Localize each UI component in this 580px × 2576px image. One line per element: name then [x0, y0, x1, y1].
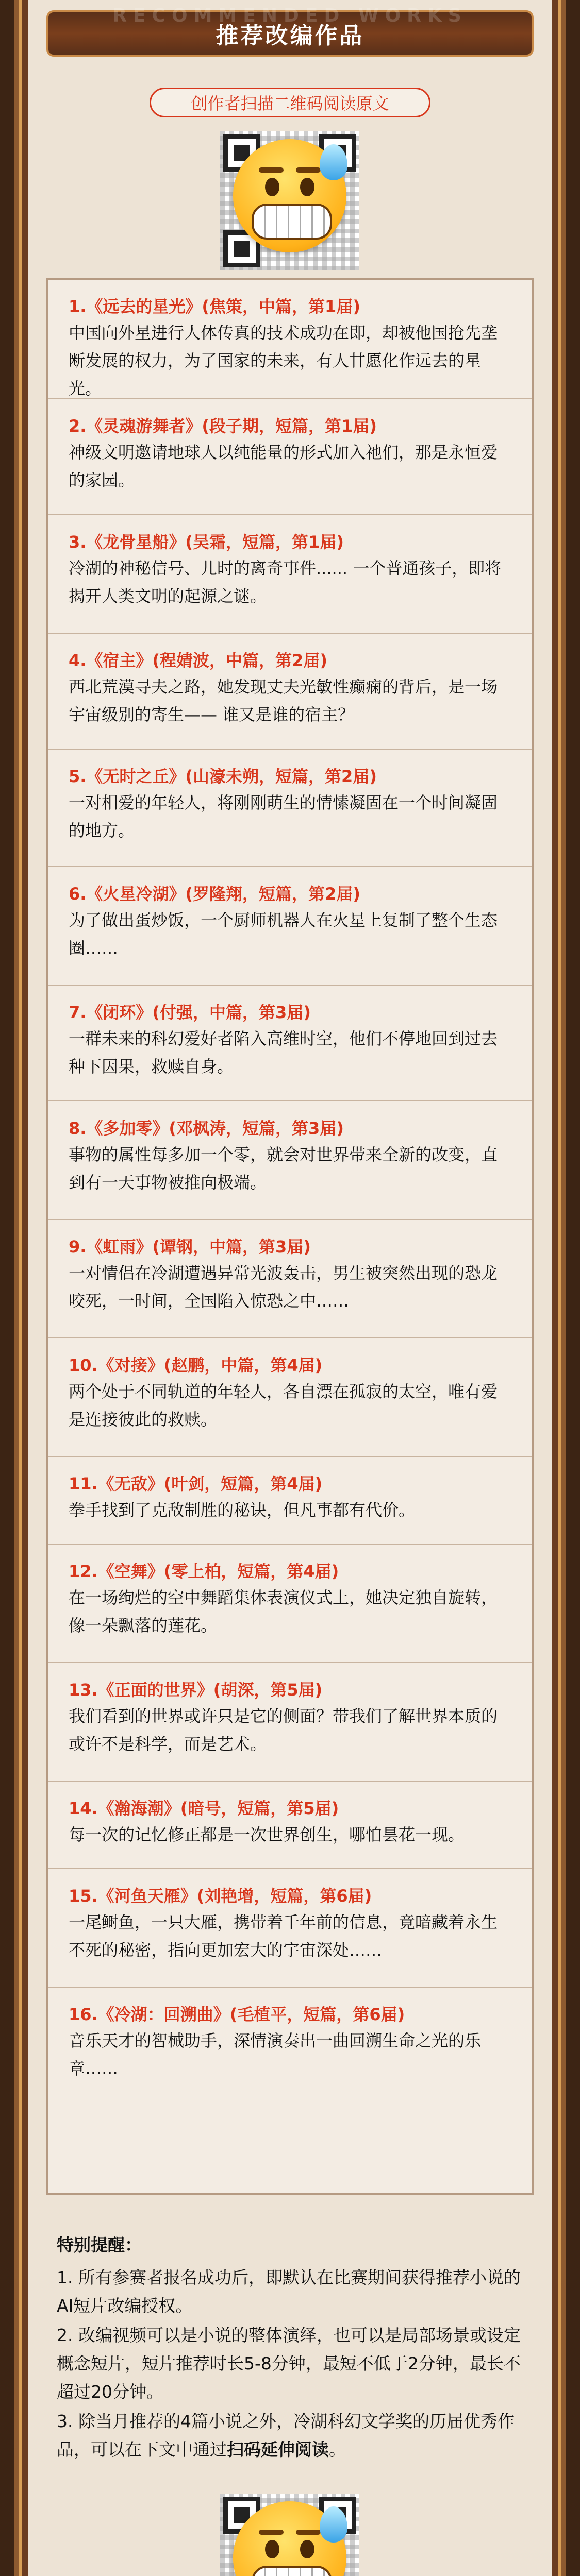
work-title: 7.《闭环》(付强，中篇，第3届) [69, 1003, 311, 1022]
note-3-emphasis: 扫码延伸阅读 [227, 2439, 329, 2460]
right-frame-pillar [558, 0, 566, 2576]
work-title: 13.《正面的世界》(胡深，第5届) [69, 1680, 323, 1700]
work-description: 一群未来的科幻爱好者陷入高维时空，他们不停地回到过去种下因果，救赎自身。 [69, 1029, 498, 1076]
work-title: 5.《无时之丘》(山濠未朔，短篇，第2届) [69, 767, 377, 786]
work-title: 15.《河鱼天雁》(刘艳增，短篇，第6届) [69, 1886, 372, 1906]
work-title: 9.《虹雨》(谭钢，中篇，第3届) [69, 1237, 311, 1257]
work-title: 12.《空舞》(零上柏，短篇，第4届) [69, 1562, 339, 1581]
work-description: 神级文明邀请地球人以纯能量的形式加入祂们，那是永恒爱的家园。 [69, 443, 498, 490]
list-item [48, 750, 532, 867]
list-item [48, 1220, 532, 1338]
list-item [48, 515, 532, 634]
list-item [48, 1663, 532, 1782]
work-description: 拳手找到了克敌制胜的秘诀，但凡事都有代价。 [69, 1500, 416, 1520]
title-banner [46, 5, 534, 57]
notes-heading: 特别提醒： [57, 2235, 142, 2255]
works-list [46, 278, 534, 2195]
work-title: 11.《无敌》(叶剑，短篇，第4届) [69, 1474, 323, 1494]
top-qr-code[interactable] [220, 131, 359, 270]
note-1: 1. 所有参赛者报名成功后，即默认在比赛期间获得推荐小说的AI短片改编授权。 [57, 2267, 521, 2316]
work-description: 为了做出蛋炒饭，一个厨师机器人在火星上复制了整个生态圈…… [69, 910, 498, 958]
work-title: 4.《宿主》(程婧波，中篇，第2届) [69, 651, 327, 670]
work-description: 每一次的记忆修正都是一次世界创生，哪怕昙花一现。 [69, 1825, 465, 1844]
work-title: 16.《冷湖：回溯曲》(毛植平，短篇，第6届) [69, 2005, 405, 2024]
title-ghost-text: RECOMMENDED WORKS [112, 5, 468, 26]
work-description: 在一场绚烂的空中舞蹈集体表演仪式上，她决定独自旋转，像一朵飘落的莲花。 [69, 1588, 498, 1635]
list-item [48, 1338, 532, 1457]
list-item [48, 1545, 532, 1663]
work-title: 6.《火星冷湖》(罗隆翔，短篇，第2届) [69, 884, 360, 904]
work-title: 3.《龙骨星船》(吴霜，短篇，第1届) [69, 532, 344, 552]
work-title: 14.《瀚海潮》(暗号，短篇，第5届) [69, 1799, 339, 1818]
work-description: 冷湖的神秘信号、儿时的离奇事件...... 一个普通孩子，即将揭开人类文明的起源之谜。 [69, 558, 502, 606]
work-description: 我们看到的世界或许只是它的侧面？带我们了解世界本质的或许不是科学，而是艺术。 [69, 1706, 498, 1754]
list-item [48, 399, 532, 515]
list-item [48, 1101, 532, 1220]
work-description: 一对情侣在冷湖遭遇异常光波轰击，男生被突然出现的恐龙咬死，一时间，全国陷入惊恐之中…… [69, 1263, 498, 1311]
left-frame-pillar [14, 0, 22, 2576]
work-description: 事物的属性每多加一个零，就会对世界带来全新的改变，直到有一天事物被推向极端。 [69, 1145, 498, 1192]
work-title: 2.《灵魂游舞者》(段子期，短篇，第1届) [69, 416, 377, 436]
list-item [48, 1782, 532, 1869]
work-description: 一尾鲥鱼，一只大雁，携带着千年前的信息，竟暗藏着永生不死的秘密，指向更加宏大的宇宙深处…… [69, 1912, 498, 1960]
scan-instruction-badge: 创作者扫描二维码阅读原文 [150, 88, 430, 117]
list-item [48, 867, 532, 986]
list-item [48, 1988, 532, 2193]
list-item [48, 1457, 532, 1545]
work-title: 1.《远去的星光》(焦策，中篇，第1届) [69, 297, 360, 316]
note-2: 2. 改编视频可以是小说的整体演绎，也可以是局部场景或设定概念短片，短片推荐时长5-8分钟，最短不低于2分钟，最长不超过20分钟。 [57, 2325, 521, 2402]
note-3-end: 。 [329, 2439, 346, 2460]
work-description: 一对相爱的年轻人，将刚刚萌生的情愫凝固在一个时间凝固的地方。 [69, 793, 498, 840]
work-title: 8.《多加零》(邓枫涛，短篇，第3届) [69, 1118, 344, 1138]
work-title: 10.《对接》(赵鹏，中篇，第4届) [69, 1355, 323, 1375]
list-item [48, 1869, 532, 1988]
note-3 [57, 2407, 526, 2464]
note-3-text: 3. 除当月推荐的4篇小说之外，冷湖科幻文学奖的历届优秀作品，可以在下文中通过 [57, 2411, 515, 2460]
list-item [48, 634, 532, 750]
work-description: 音乐天才的智械助手，深情演奏出一曲回溯生命之光的乐章…… [69, 2031, 482, 2078]
page-title: 推荐改编作品 [216, 23, 364, 49]
work-description: 两个处于不同轨道的年轻人，各自漂在孤寂的太空，唯有爱是连接彼此的救赎。 [69, 1382, 498, 1429]
work-description: 西北荒漠寻夫之路，她发现丈夫光敏性癫痫的背后，是一场宇宙级别的寄生—— 谁又是谁的宿主？ [69, 677, 498, 724]
special-notes [57, 2231, 526, 2465]
list-item [48, 280, 532, 399]
bottom-qr-code[interactable] [220, 2494, 359, 2576]
work-description: 中国向外星进行人体传真的技术成功在即，却被他国抢先垄断发展的权力，为了国家的未来，有人甘愿化作远去的星光。 [69, 323, 498, 398]
grinning-sweat-emoji-icon [233, 139, 346, 252]
list-item [48, 986, 532, 1101]
